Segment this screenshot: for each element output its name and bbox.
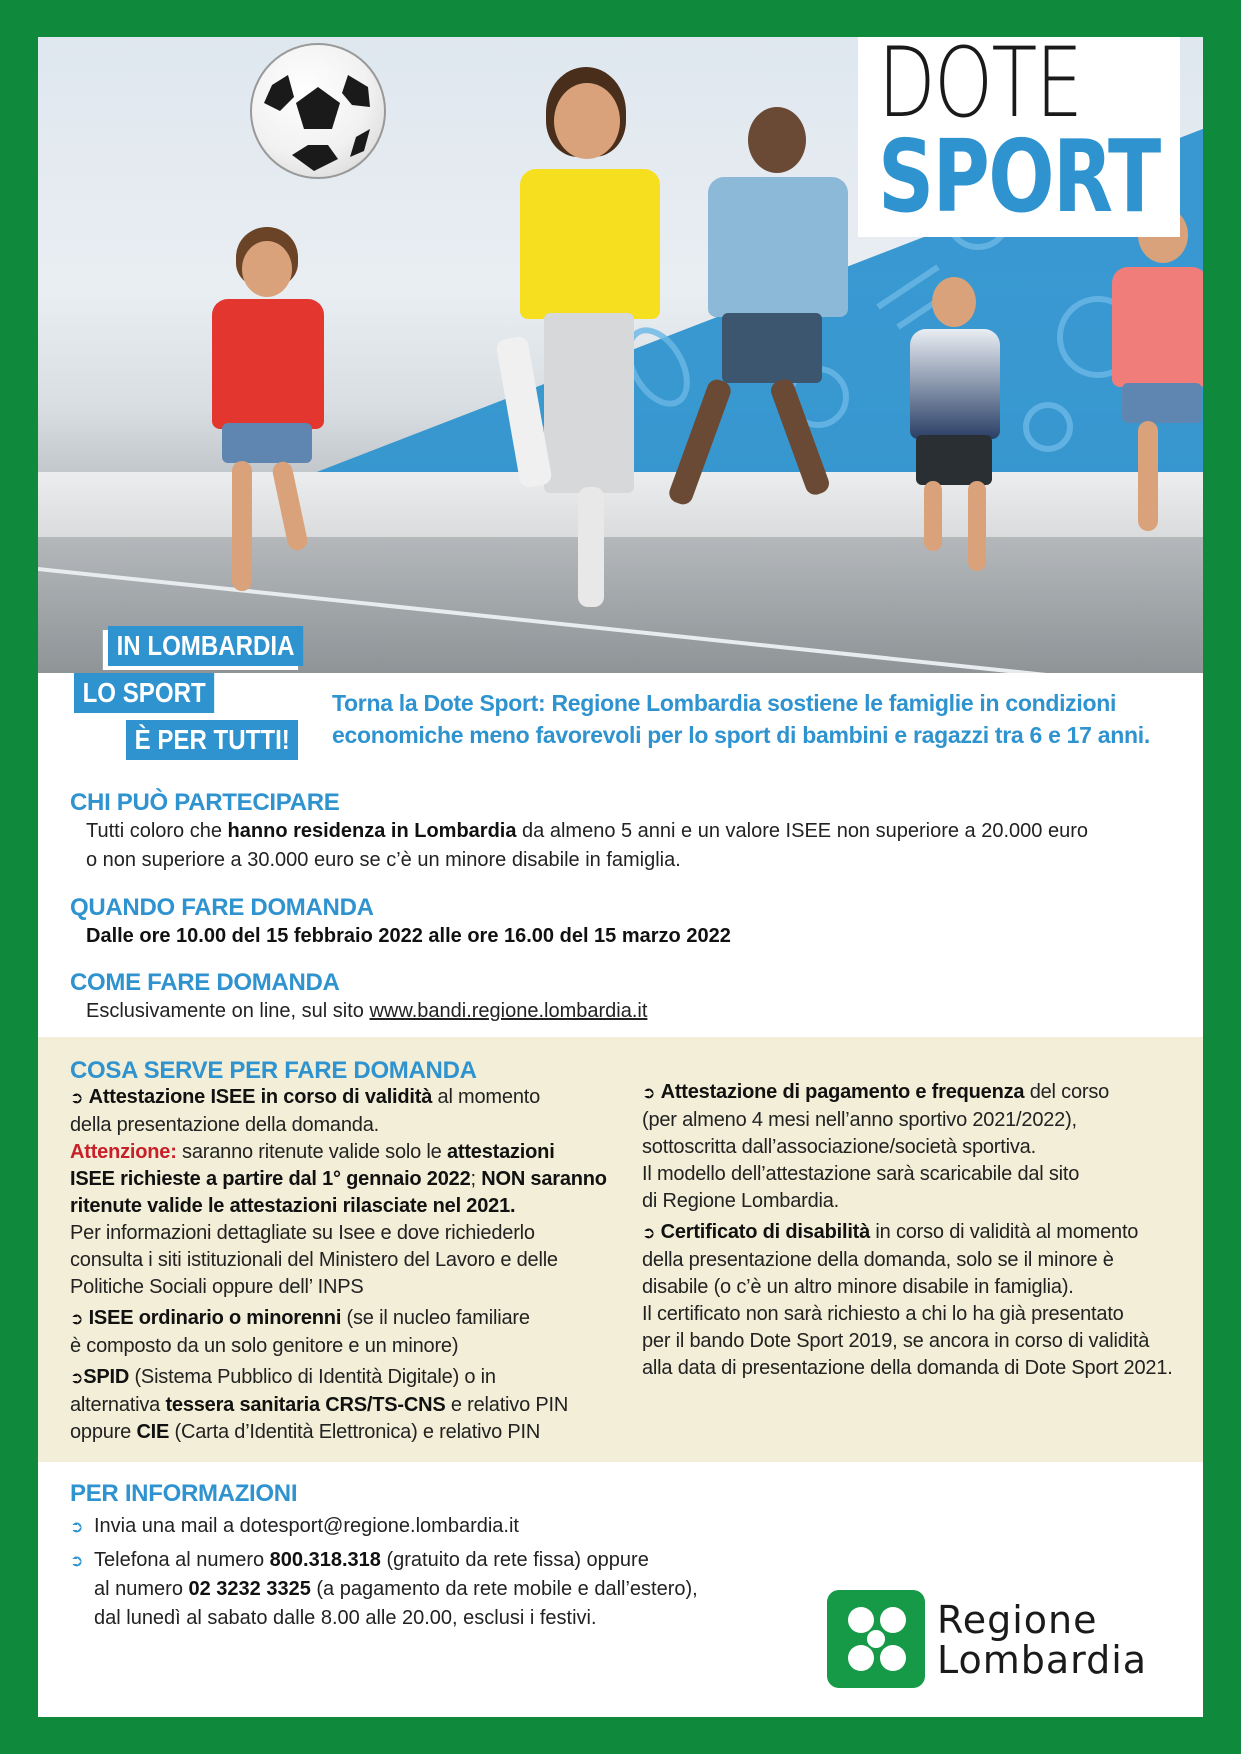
text: consulta i siti istituzionali del Ministero del Lavoro e delle bbox=[70, 1249, 558, 1271]
regione-lombardia-cross-icon bbox=[827, 1590, 925, 1688]
text: ; bbox=[470, 1168, 482, 1190]
text: in corso di validità al momento bbox=[870, 1221, 1139, 1243]
text-bold: Attestazione ISEE in corso di validità bbox=[88, 1086, 433, 1108]
text: del corso bbox=[1024, 1081, 1110, 1103]
logo-line-1: Regione bbox=[937, 1598, 1098, 1642]
text: al momento bbox=[432, 1086, 541, 1108]
section-heading: QUANDO FARE DOMANDA bbox=[70, 894, 374, 921]
text: e relativo PIN bbox=[445, 1394, 569, 1416]
arrow-circle-icon: ➲ bbox=[70, 1519, 84, 1536]
text-bold: ritenute valide le attestazioni rilasciate nel 2021. bbox=[70, 1195, 516, 1217]
text: (Carta d’Identità Elettronica) e relativo PIN bbox=[169, 1421, 541, 1443]
section-chi bbox=[70, 789, 1180, 875]
regione-lombardia-logo bbox=[827, 1590, 1177, 1690]
section-heading: PER INFORMAZIONI bbox=[70, 1480, 298, 1507]
text: Il modello dell’attestazione sarà scaricabile dal sito bbox=[642, 1163, 1080, 1185]
text: della presentazione della domanda, solo se il minore è bbox=[642, 1249, 1114, 1271]
text: alternativa bbox=[70, 1394, 166, 1416]
intro-line-1: Torna la Dote Sport: Regione Lombardia sostiene le famiglie in condizioni bbox=[332, 690, 1117, 716]
text: Per informazioni dettagliate su Isee e dove richiederlo bbox=[70, 1222, 535, 1244]
poster-sheet bbox=[38, 37, 1203, 1717]
slogan-lo-sport: LO SPORT bbox=[74, 673, 214, 713]
logo-line-2: Lombardia bbox=[937, 1638, 1148, 1682]
text-bold: Attestazione di pagamento e frequenza bbox=[660, 1081, 1025, 1103]
text: di Regione Lombardia. bbox=[642, 1190, 840, 1212]
text-bold: hanno residenza in Lombardia bbox=[227, 820, 517, 842]
text: (gratuito da rete fissa) oppure bbox=[380, 1549, 649, 1571]
text: da almeno 5 anni e un valore ISEE non superiore a 20.000 euro bbox=[516, 820, 1088, 842]
phone-number[interactable]: 02 3232 3325 bbox=[188, 1578, 311, 1600]
soccer-ball-icon bbox=[250, 43, 386, 179]
text: per il bando Dote Sport 2019, se ancora in corso di validità bbox=[642, 1330, 1150, 1352]
section-info bbox=[70, 1480, 770, 1633]
intro-line-2: economiche meno favorevoli per lo sport di bambini e ragazzi tra 6 e 17 anni. bbox=[332, 722, 1150, 748]
req-isee-ordinario bbox=[70, 1305, 610, 1360]
text-bold: ISEE richieste a partire dal 1° gennaio 2022 bbox=[70, 1168, 471, 1190]
req-certificato bbox=[642, 1219, 1182, 1382]
child-yellow-shirt bbox=[478, 67, 698, 647]
child-blue-shirt bbox=[678, 107, 878, 567]
info-mail-row bbox=[70, 1512, 770, 1542]
req-isee bbox=[70, 1084, 610, 1301]
requirements-right-column bbox=[642, 1079, 1182, 1386]
text: sottoscritta dall’associazione/società sportiva. bbox=[642, 1136, 1036, 1158]
text: dal lunedì al sabato dalle 8.00 alle 20.00, esclusi i festivi. bbox=[94, 1607, 597, 1629]
text: Esclusivamente on line, sul sito bbox=[86, 1000, 370, 1022]
req-pagamento bbox=[642, 1079, 1182, 1215]
section-quando bbox=[70, 894, 1180, 951]
slogan-per-tutti: È PER TUTTI! bbox=[126, 720, 298, 760]
info-phone-row bbox=[70, 1546, 770, 1633]
text: (a pagamento da rete mobile e dall’estero), bbox=[310, 1578, 698, 1600]
arrow-circle-icon: ➲ bbox=[70, 1311, 84, 1328]
requirements-left-column bbox=[70, 1057, 610, 1450]
text: (Sistema Pubblico di Identità Digitale) o in bbox=[129, 1366, 496, 1388]
text: Tutti coloro che bbox=[86, 820, 228, 842]
text: o non superiore a 30.000 euro se c’è un minore disabile in famiglia. bbox=[86, 849, 681, 871]
text: Telefona al numero bbox=[94, 1549, 270, 1571]
arrow-circle-icon: ➲ bbox=[70, 1090, 84, 1107]
title-box bbox=[858, 37, 1180, 237]
dates-text: Dalle ore 10.00 del 15 febbraio 2022 alle ore 16.00 del 15 marzo 2022 bbox=[86, 925, 731, 947]
text-bold: CIE bbox=[136, 1421, 170, 1443]
req-spid bbox=[70, 1364, 610, 1446]
child-small-boy bbox=[888, 277, 1018, 597]
text: Il certificato non sarà richiesto a chi lo ha già presentato bbox=[642, 1303, 1124, 1325]
text: (se il nucleo familiare bbox=[341, 1307, 530, 1329]
section-body bbox=[70, 817, 1180, 875]
logo-text bbox=[937, 1600, 1147, 1680]
text: alla data di presentazione della domanda di Dote Sport 2021. bbox=[642, 1357, 1173, 1379]
requirements-box bbox=[38, 1037, 1203, 1462]
attention-label: Attenzione: bbox=[70, 1141, 177, 1163]
title-dote: DOTE bbox=[878, 37, 1082, 139]
phone-text bbox=[94, 1546, 698, 1633]
text-bold: NON saranno bbox=[481, 1168, 607, 1190]
section-come bbox=[70, 969, 1180, 1026]
text: (per almeno 4 mesi nell’anno sportivo 2021/2022), bbox=[642, 1109, 1077, 1131]
text: è composto da un solo genitore e un minore) bbox=[70, 1335, 459, 1357]
title-sport: SPORT bbox=[878, 118, 1160, 235]
section-heading: CHI PUÒ PARTECIPARE bbox=[70, 789, 340, 816]
text-bold: Certificato di disabilità bbox=[660, 1221, 871, 1243]
mail-text[interactable]: Invia una mail a dotesport@regione.lombardia.it bbox=[94, 1515, 519, 1537]
text: Politiche Sociali oppure dell’ INPS bbox=[70, 1276, 364, 1298]
section-body bbox=[70, 922, 1180, 951]
website-link[interactable]: www.bandi.regione.lombardia.it bbox=[369, 1000, 648, 1022]
text: al numero bbox=[94, 1578, 189, 1600]
intro-text bbox=[332, 687, 1192, 751]
text: oppure bbox=[70, 1421, 137, 1443]
child-pink-shirt bbox=[1098, 207, 1203, 587]
phone-number[interactable]: 800.318.318 bbox=[269, 1549, 381, 1571]
text: saranno ritenute valide solo le bbox=[176, 1141, 447, 1163]
arrow-circle-icon: ➲ bbox=[642, 1085, 656, 1102]
arrow-circle-icon: ➲ bbox=[70, 1370, 84, 1387]
section-heading: COME FARE DOMANDA bbox=[70, 969, 340, 996]
text-bold: ISEE ordinario o minorenni bbox=[88, 1307, 342, 1329]
arrow-circle-icon: ➲ bbox=[642, 1225, 656, 1242]
arrow-circle-icon: ➲ bbox=[70, 1553, 84, 1570]
section-body bbox=[70, 997, 1180, 1026]
text: della presentazione della domanda. bbox=[70, 1114, 379, 1136]
text-bold: attestazioni bbox=[446, 1141, 555, 1163]
child-red-shirt bbox=[188, 227, 348, 647]
text-bold: tessera sanitaria CRS/TS-CNS bbox=[165, 1394, 446, 1416]
text: disabile (o c’è un altro minore disabile in famiglia). bbox=[642, 1276, 1074, 1298]
slogan-in-lombardia: IN LOMBARDIA bbox=[108, 626, 303, 666]
text-bold: SPID bbox=[83, 1366, 130, 1388]
section-heading: COSA SERVE PER FARE DOMANDA bbox=[70, 1057, 477, 1084]
